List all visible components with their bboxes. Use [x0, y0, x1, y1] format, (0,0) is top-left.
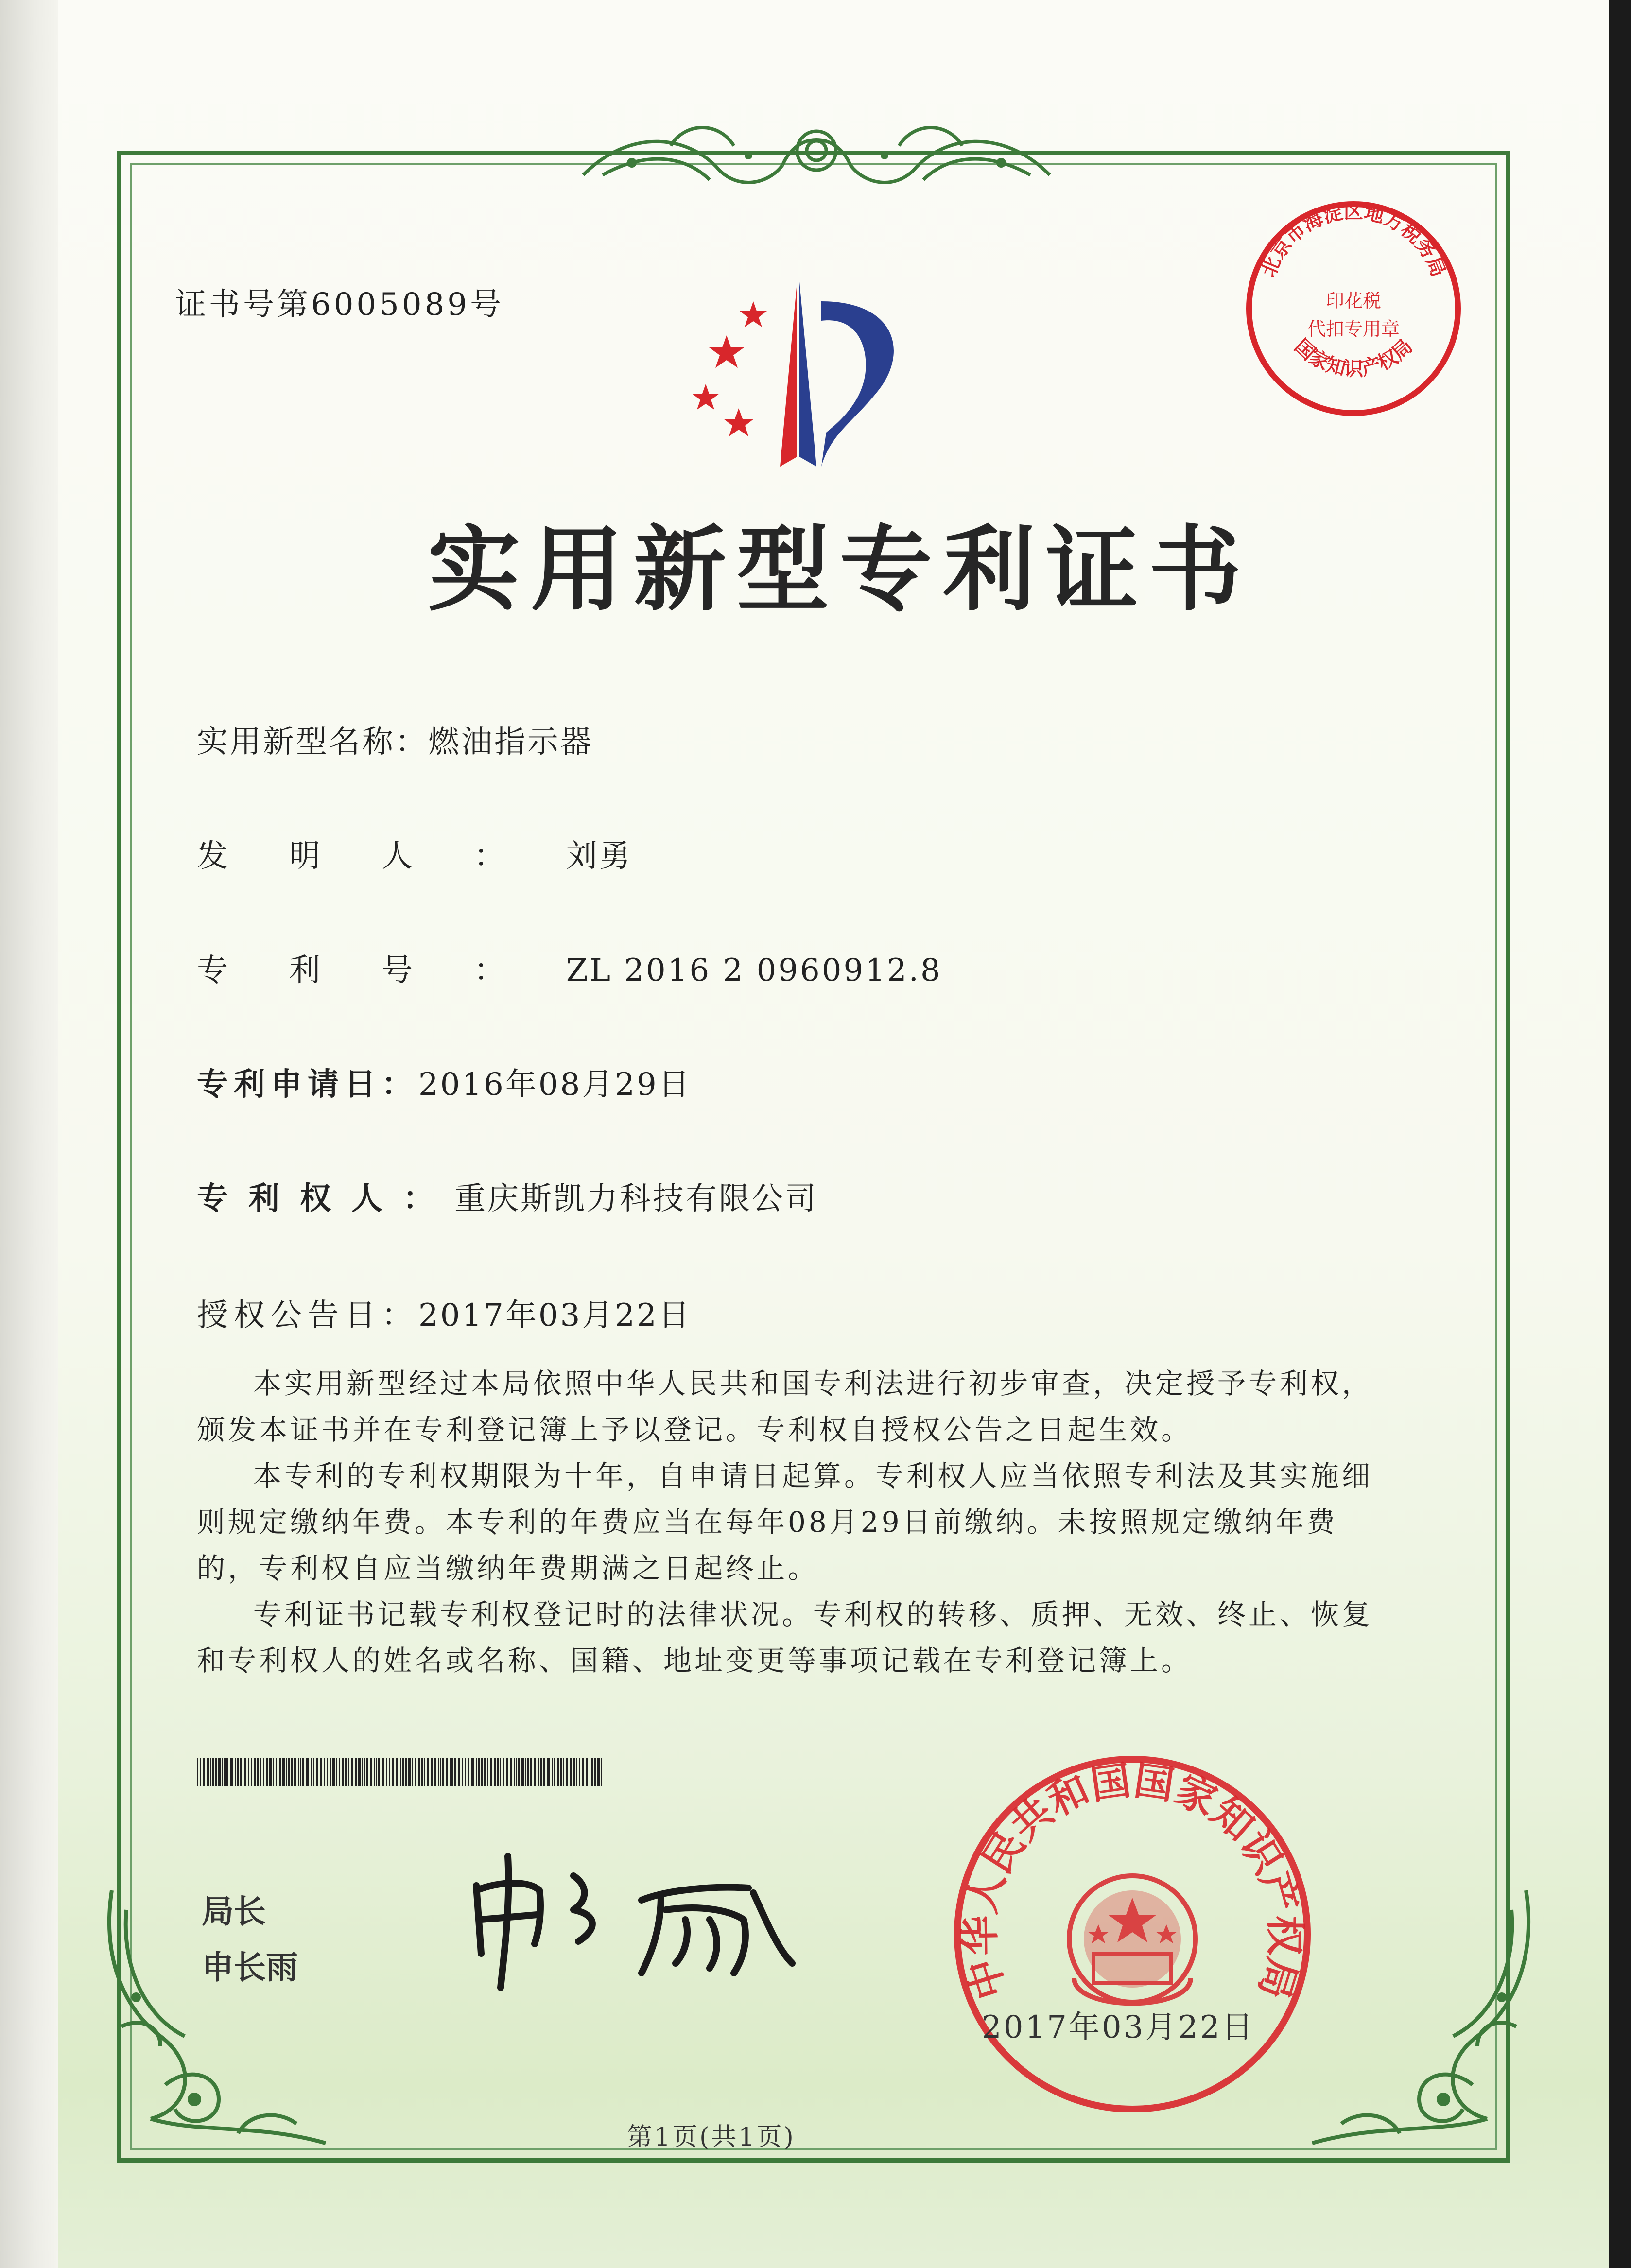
- barcode-bar: [279, 1758, 281, 1786]
- barcode-bar: [510, 1758, 512, 1786]
- barcode-bar: [418, 1758, 420, 1786]
- barcode-bar: [530, 1758, 532, 1786]
- barcode-bar: [554, 1758, 555, 1786]
- barcode-bar: [316, 1758, 318, 1786]
- field-application-date: [197, 1059, 692, 1104]
- barcode-bar: [514, 1758, 515, 1786]
- barcode-bar: [506, 1758, 508, 1786]
- barcode-bar: [266, 1758, 268, 1786]
- barcode-bar: [434, 1758, 436, 1786]
- field-utility-model-name: [197, 717, 593, 762]
- barcode-bar: [203, 1758, 205, 1786]
- field-label: 实用新型名称：: [197, 724, 428, 760]
- barcode-bar: [348, 1758, 349, 1786]
- barcode-bar: [366, 1758, 368, 1786]
- barcode-bar: [200, 1758, 201, 1786]
- barcode-bar: [370, 1758, 372, 1786]
- barcode-bar: [471, 1758, 474, 1786]
- barcode-bar: [355, 1758, 357, 1786]
- barcode-bar: [396, 1758, 398, 1786]
- barcode-bar: [500, 1758, 501, 1786]
- paragraph-grant-statement: 本实用新型经过本局依照中华人民共和国专利法进行初步审查，决定授予专利权，颁发本证书并在专利登记簿上予以登记。专利权自授权公告之日起生效。: [197, 1367, 1373, 1446]
- barcode-bar: [438, 1758, 439, 1786]
- barcode-bar: [210, 1758, 211, 1786]
- tax-stamp-line1: 印花税: [1325, 290, 1382, 312]
- barcode: [197, 1758, 605, 1786]
- barcode-bar: [276, 1758, 277, 1786]
- barcode-bar: [402, 1758, 404, 1786]
- barcode-bar: [557, 1758, 559, 1786]
- barcode-bar: [269, 1758, 272, 1786]
- barcode-bar: [543, 1758, 545, 1786]
- barcode-bar: [320, 1758, 322, 1786]
- barcode-bar: [218, 1758, 221, 1786]
- certificate-number: 证书号第6005089号: [175, 287, 504, 323]
- barcode-bar: [560, 1758, 562, 1786]
- barcode-bar: [298, 1758, 299, 1786]
- barcode-bar: [251, 1758, 252, 1786]
- barcode-bar: [212, 1758, 214, 1786]
- official-seal-text: 中华人民共和国国家知识产权局: [956, 1757, 1308, 2005]
- barcode-bar: [362, 1758, 363, 1786]
- barcode-bar: [237, 1758, 239, 1786]
- barcode-bar: [525, 1758, 526, 1786]
- field-value: 2016年08月29日: [418, 1067, 692, 1103]
- barcode-bar: [573, 1758, 575, 1786]
- barcode-bar: [476, 1758, 477, 1786]
- barcode-bar: [494, 1758, 496, 1786]
- barcode-bar: [374, 1758, 375, 1786]
- barcode-bar: [327, 1758, 328, 1786]
- barcode-bar: [462, 1758, 463, 1786]
- barcode-bar: [389, 1758, 390, 1786]
- barcode-bar: [591, 1758, 593, 1786]
- barcode-bar: [224, 1758, 226, 1786]
- certificate-title: 实用新型专利证书: [428, 515, 1252, 623]
- barcode-bar: [332, 1758, 335, 1786]
- barcode-bar: [342, 1758, 344, 1786]
- barcode-bar: [451, 1758, 453, 1786]
- barcode-bar: [540, 1758, 542, 1786]
- tax-stamp-ring-text: 北京市海淀区地方税务局: [1257, 200, 1450, 280]
- barcode-bar: [582, 1758, 584, 1786]
- barcode-bar: [442, 1758, 444, 1786]
- barcode-bar: [516, 1758, 517, 1786]
- barcode-bar: [521, 1758, 524, 1786]
- barcode-bar: [336, 1758, 337, 1786]
- field-label: 专利申请日：: [197, 1066, 418, 1103]
- binding-edge: [0, 0, 58, 2268]
- field-value: 燃油指示器: [428, 724, 593, 760]
- field-value: ZL 2016 2 0960912.8: [566, 952, 942, 988]
- barcode-bar: [207, 1758, 209, 1786]
- barcode-bar: [503, 1758, 504, 1786]
- corner-ornament-right-icon: [1293, 1881, 1545, 2163]
- barcode-bar: [215, 1758, 217, 1786]
- barcode-bar: [313, 1758, 314, 1786]
- page-number: 第1页(共1页): [627, 2123, 796, 2152]
- barcode-bar: [364, 1758, 365, 1786]
- barcode-bar: [450, 1758, 451, 1786]
- barcode-bar: [586, 1758, 588, 1786]
- handwritten-signature: [457, 1847, 807, 1992]
- barcode-bar: [400, 1758, 401, 1786]
- barcode-bar: [235, 1758, 236, 1786]
- barcode-bar: [446, 1758, 448, 1786]
- patent-office-logo-icon: [676, 272, 928, 476]
- barcode-bar: [534, 1758, 536, 1786]
- barcode-bar: [386, 1758, 387, 1786]
- barcode-bar: [481, 1758, 483, 1786]
- barcode-bar: [286, 1758, 287, 1786]
- scan-edge: [1609, 0, 1631, 2268]
- barcode-bar: [302, 1758, 304, 1786]
- field-value: 重庆斯凯力科技有限公司: [454, 1181, 818, 1217]
- barcode-bar: [376, 1758, 377, 1786]
- barcode-bar: [478, 1758, 480, 1786]
- barcode-bar: [487, 1758, 488, 1786]
- barcode-bar: [311, 1758, 312, 1786]
- barcode-bar: [288, 1758, 290, 1786]
- field-value: 2017年03月22日: [418, 1298, 692, 1333]
- field-value: 刘勇: [566, 838, 632, 874]
- paragraph-term-fees: 本专利的专利权期限为十年，自申请日起算。专利权人应当依照专利法及其实施细则规定缴纳年费。本专利的年费应当在每年08月29日前缴纳。未按照规定缴纳年费的，专利权自应当缴纳年费期满之日起终止。: [197, 1459, 1373, 1585]
- top-ornament-icon: [573, 117, 1059, 199]
- barcode-bar: [222, 1758, 223, 1786]
- barcode-bar: [576, 1758, 577, 1786]
- tax-stamp-line2: 代扣专用章: [1307, 318, 1400, 340]
- svg-text:北京市海淀区地方税务局: [1257, 200, 1450, 280]
- barcode-bar: [263, 1758, 264, 1786]
- barcode-bar: [240, 1758, 242, 1786]
- signatory-name: 申长雨: [202, 1949, 298, 1986]
- barcode-bar: [424, 1758, 425, 1786]
- barcode-bar: [300, 1758, 301, 1786]
- barcode-bar: [378, 1758, 380, 1786]
- barcode-bar: [244, 1758, 246, 1786]
- barcode-bar: [547, 1758, 550, 1786]
- seal-date: 2017年03月22日: [982, 2009, 1255, 2045]
- barcode-bar: [415, 1758, 416, 1786]
- barcode-bar: [527, 1758, 529, 1786]
- field-grant-date: [197, 1290, 692, 1335]
- barcode-bar: [465, 1758, 466, 1786]
- barcode-bar: [431, 1758, 433, 1786]
- barcode-bar: [490, 1758, 492, 1786]
- field-label: 发明人：: [197, 838, 566, 874]
- tax-stamp-seal: [1239, 194, 1468, 423]
- barcode-bar: [594, 1758, 596, 1786]
- barcode-bar: [552, 1758, 553, 1786]
- barcode-bar: [421, 1758, 423, 1786]
- barcode-bar: [358, 1758, 361, 1786]
- barcode-bar: [601, 1758, 602, 1786]
- barcode-bar: [197, 1758, 198, 1786]
- barcode-bar: [273, 1758, 274, 1786]
- tax-stamp-bottom-text: 国家知识产权局: [1290, 334, 1417, 381]
- barcode-bar: [518, 1758, 520, 1786]
- barcode-bar: [382, 1758, 384, 1786]
- barcode-bar: [427, 1758, 429, 1786]
- barcode-bar: [497, 1758, 499, 1786]
- barcode-bar: [294, 1758, 296, 1786]
- barcode-bar: [468, 1758, 469, 1786]
- barcode-bar: [345, 1758, 347, 1786]
- field-label: 专利权人：: [197, 1180, 454, 1217]
- barcode-bar: [324, 1758, 325, 1786]
- barcode-bar: [579, 1758, 580, 1786]
- svg-text:国家知识产权局: [1290, 335, 1417, 381]
- barcode-bar: [282, 1758, 285, 1786]
- barcode-bar: [226, 1758, 228, 1786]
- barcode-bar: [484, 1758, 486, 1786]
- barcode-bar: [330, 1758, 331, 1786]
- field-label: 授权公告日：: [197, 1298, 418, 1333]
- field-inventor: [197, 831, 632, 876]
- barcode-bar: [563, 1758, 564, 1786]
- official-seal: [948, 1749, 1317, 2119]
- barcode-bar: [351, 1758, 353, 1786]
- barcode-bar: [412, 1758, 413, 1786]
- barcode-bar: [570, 1758, 572, 1786]
- barcode-bar: [254, 1758, 256, 1786]
- field-patent-number: [197, 945, 942, 990]
- barcode-bar: [291, 1758, 293, 1786]
- barcode-bar: [339, 1758, 340, 1786]
- barcode-bar: [454, 1758, 456, 1786]
- barcode-bar: [538, 1758, 539, 1786]
- field-patentee: [197, 1174, 818, 1218]
- barcode-bar: [597, 1758, 600, 1786]
- signatory-role: 局长: [202, 1893, 266, 1930]
- barcode-bar: [458, 1758, 460, 1786]
- barcode-bar: [405, 1758, 407, 1786]
- barcode-bar: [306, 1758, 309, 1786]
- barcode-bar: [566, 1758, 568, 1786]
- barcode-bar: [260, 1758, 261, 1786]
- barcode-bar: [257, 1758, 259, 1786]
- barcode-bar: [408, 1758, 411, 1786]
- barcode-bar: [230, 1758, 233, 1786]
- barcode-bar: [440, 1758, 441, 1786]
- field-label: 专利号：: [197, 952, 566, 988]
- barcode-bar: [248, 1758, 249, 1786]
- barcode-bar: [392, 1758, 394, 1786]
- paragraph-legal-status: 专利证书记载专利权登记时的法律状况。专利权的转移、质押、无效、终止、恢复和专利权人的姓名或名称、国籍、地址变更等事项记载在专利登记簿上。: [197, 1598, 1373, 1677]
